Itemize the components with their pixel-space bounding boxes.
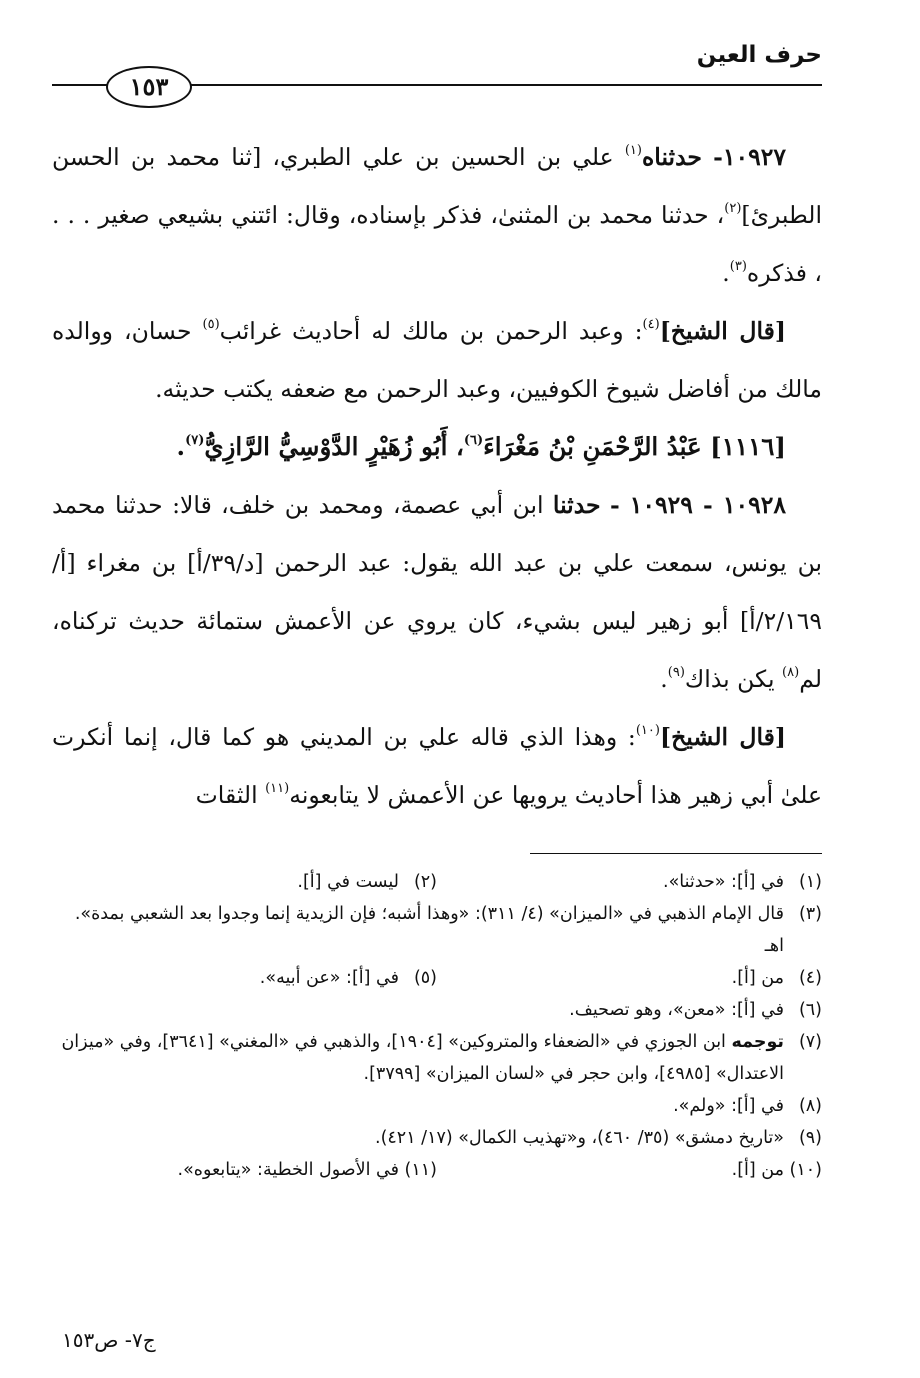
footnote-number: (٣)	[798, 904, 822, 924]
footnotes	[52, 866, 822, 1186]
footnote-ref: (٧)	[185, 433, 205, 448]
footnote-1	[437, 866, 822, 898]
paragraph-10928	[52, 476, 822, 708]
page-header	[52, 42, 822, 112]
footnote-row	[52, 866, 822, 898]
footnote-number: (٦)	[798, 1000, 822, 1020]
footnote-4	[437, 962, 822, 994]
narration-lead: حدثناه	[641, 143, 702, 171]
footnote-number: (٤)	[798, 968, 822, 988]
footnote-ref: (٤)	[642, 317, 660, 332]
footnote-2	[52, 866, 437, 898]
footnote-ref: (٦)	[463, 433, 484, 448]
footnote-8	[52, 1090, 822, 1122]
paragraph-text: .	[660, 665, 668, 693]
footnote-text: «تاريخ دمشق» (٣٥/ ٤٦٠)، و«تهذيب الكمال» (١٧/ ٤٢١).	[375, 1128, 784, 1148]
entry-kunya: ، أَبُو زُهَيْرٍ الدَّوْسِيُّ الرَّازِيُّ	[204, 432, 464, 461]
footnote-row	[52, 1154, 822, 1186]
footnote-text: من [أ].	[731, 1160, 784, 1180]
entry-heading-1116	[52, 418, 822, 476]
hadith-number: ١٠٩٢٨ - ١٠٩٢٩ -	[609, 491, 786, 519]
footnote-text: في [أ]: «ولم».	[673, 1096, 784, 1116]
paragraph-text: ابن أبي عصمة، ومحمد بن خلف، قالا: حدثنا محمد بن يونس، سمعت علي بن عبد الله يقول: عبد الرحمن [د/٣٩/أ] بن مغراء [أ/٢/١٦٩/أ] أبو زهير ليس بشيء، كان يروي عن الأعمش ستمائة حديث تركناه، لم	[52, 491, 822, 693]
footnote-text: في [أ]: «حدثنا».	[663, 872, 784, 892]
page-number: ١٥٣	[106, 66, 192, 108]
footnote-text: في [أ]: «عن أبيه».	[259, 968, 399, 988]
footnote-text: قال الإمام الذهبي في «الميزان» (٤/ ٣١١): «وهذا أشبه؛ فإن الزيدية إنما وجدوا بعد الشعبي بمدة». اهـ	[74, 904, 784, 956]
paragraph-text: ، حدثنا محمد بن المثنىٰ، فذكر بإسناده، وقال: ائتني بشيعي صغير . . . ، فذكره	[52, 201, 822, 287]
paragraph-10927	[52, 128, 822, 302]
footnote-number: (١٠)	[789, 1160, 822, 1180]
footnote-number: (١)	[798, 872, 822, 892]
shaykh-lead: [قال الشيخ]	[659, 723, 786, 751]
footnote-9	[52, 1122, 822, 1154]
entry-name: [١١١٦] عَبْدُ الرَّحْمَنِ بْنُ مَغْرَاءَ	[483, 432, 786, 461]
footnote-ref: (٢)	[724, 201, 742, 216]
footnote-5	[52, 962, 437, 994]
narration-lead: حدثنا	[552, 491, 601, 519]
footnote-ref: (١)	[624, 143, 642, 158]
paragraph-text: علي بن الحسين بن علي الطبري، [ثنا محمد بن الحسن الطبرئ]	[52, 143, 822, 229]
footnote-text: ابن الجوزي في «الضعفاء والمتروكين» [١٩٠٤]، والذهبي في «المغني» [٣٦٤١]، وفي «ميزان الاعتدال» [٤٩٨٥]، وابن حجر في «لسان الميزان» [٣٧٩٩].	[61, 1032, 784, 1084]
footnote-number: (١١)	[404, 1160, 437, 1180]
hadith-number: ١٠٩٢٧-	[713, 143, 786, 171]
footnote-ref: (٨)	[782, 665, 800, 680]
paragraph-text: حسان، ووالده مالك من أفاضل شيوخ الكوفيين، وعبد الرحمن مع ضعفه يكتب حديثه.	[52, 317, 822, 403]
footnote-ref: (٣)	[729, 259, 747, 274]
paragraph-text: يكن بذاك	[684, 665, 783, 693]
footnote-7	[52, 1026, 822, 1090]
footnote-ref: (١٠)	[635, 723, 660, 738]
footnote-10	[437, 1154, 822, 1186]
footnote-text: ليست في [أ].	[297, 872, 399, 892]
paragraph-text: الثقات	[195, 781, 266, 809]
footnote-3	[52, 898, 822, 962]
footnote-text: من [أ].	[731, 968, 784, 988]
footnote-text: في [أ]: «معن»، وهو تصحيف.	[569, 1000, 784, 1020]
paragraph-shaykh-1	[52, 302, 822, 418]
footnote-number: (٩)	[798, 1128, 822, 1148]
paragraph-text: .	[722, 259, 730, 287]
footnote-ref: (٥)	[202, 317, 220, 332]
volume-page-reference: ج٧- ص١٥٣	[62, 1328, 156, 1352]
footnote-number: (٥)	[413, 968, 437, 988]
chapter-title: حرف العين	[696, 42, 822, 68]
footnote-text: في الأصول الخطية: «يتابعوه».	[177, 1160, 399, 1180]
paragraph-text: : وهذا الذي قاله علي بن المديني هو كما قال، إنما أنكرت علىٰ أبي زهير هذا أحاديث يرويها عن الأعمش لا يتابعونه	[52, 723, 822, 809]
footnote-lead: توجمه	[731, 1032, 784, 1052]
footnote-number: (٢)	[413, 872, 437, 892]
footnote-ref: (٩)	[667, 665, 685, 680]
footnote-6	[52, 994, 822, 1026]
shaykh-lead: [قال الشيخ]	[659, 317, 787, 345]
footnote-row	[52, 962, 822, 994]
paragraph-text: : وعبد الرحمن بن مالك له أحاديث غرائب	[219, 317, 643, 345]
footnote-number: (٧)	[798, 1032, 822, 1052]
footnote-number: (٨)	[798, 1096, 822, 1116]
paragraph-shaykh-2	[52, 708, 822, 824]
footnote-11	[52, 1154, 437, 1186]
main-text	[52, 128, 822, 824]
punctuation: .	[176, 432, 186, 461]
footnote-separator	[530, 853, 822, 854]
footnote-ref: (١١)	[265, 781, 290, 796]
